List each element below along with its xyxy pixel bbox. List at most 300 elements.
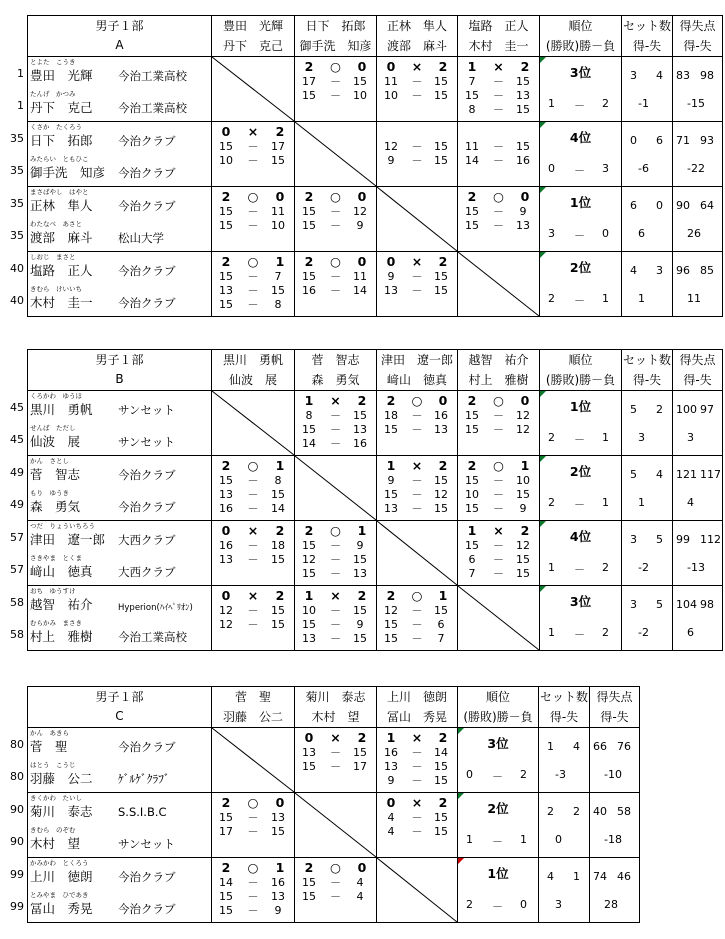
points-diff: -13: [687, 561, 705, 574]
score-dash: －: [411, 604, 423, 617]
game-score-opp: 15: [434, 604, 448, 617]
player-1: [30, 522, 230, 551]
match-mark: ×: [247, 124, 259, 139]
wins: 1: [466, 833, 473, 846]
losses: 1: [602, 292, 609, 305]
player-club: 今治クラブ: [118, 264, 176, 278]
points-cell: [673, 391, 723, 456]
points-diff: 11: [687, 292, 701, 305]
points-for: 74: [593, 870, 607, 883]
game-score-opp: 15: [271, 154, 285, 167]
points-diff: -22: [687, 162, 705, 175]
group-c-table: [10, 686, 640, 923]
score-dash: －: [247, 154, 259, 167]
points-diff: 28: [604, 898, 618, 911]
match-set-count: 1: [386, 730, 396, 745]
game-score-opp: 9: [519, 205, 527, 218]
rank-cell: [540, 187, 622, 252]
sets-lost: 5: [656, 598, 663, 611]
sets-won: 4: [630, 264, 637, 277]
match-summary: [377, 254, 457, 270]
game-score-own: 15: [302, 567, 316, 580]
sets-diff: -3: [555, 768, 566, 781]
match-mark: ○: [247, 795, 259, 810]
opponent-header-name-1: 菅 聖: [234, 690, 271, 704]
game-score-own: 15: [465, 89, 479, 102]
sets-diff: 1: [638, 496, 645, 509]
sets-header-line-2: 得-失: [549, 710, 579, 724]
match-mark: ×: [330, 588, 341, 603]
score-dash: －: [411, 284, 423, 297]
rank-header-line-1: 順位: [568, 353, 593, 367]
pair-cell: [10, 728, 212, 793]
game-score-own: 4: [387, 811, 395, 824]
game-score: [458, 205, 539, 219]
match-set-count: 0: [304, 730, 314, 745]
game-score: [295, 632, 376, 646]
score-dash: －: [330, 876, 341, 889]
seed-number: 45: [10, 433, 24, 446]
match-result-cell: [377, 586, 458, 651]
match-mark: ○: [411, 393, 423, 408]
game-score-opp: 14: [434, 746, 448, 759]
match-summary: [212, 254, 294, 270]
points-for: 71: [676, 134, 690, 147]
sets-won: 3: [630, 598, 637, 611]
match-mark: ○: [247, 860, 259, 875]
match-set-count: 0: [386, 254, 396, 269]
game-score: [295, 760, 376, 774]
sets-won: 5: [630, 468, 637, 481]
player-club: 大西クラブ: [118, 533, 176, 547]
match-result-cell: [212, 858, 295, 923]
player-name: 黒川 勇帆: [30, 402, 93, 417]
game-score-own: 6: [468, 553, 476, 566]
game-score-own: 15: [465, 205, 479, 218]
match-summary: [212, 189, 294, 205]
game-score-own: 9: [387, 774, 395, 787]
game-score-own: 11: [384, 75, 398, 88]
player-club: 今治クラブ: [118, 134, 176, 148]
score-dash: －: [493, 89, 504, 102]
score-dash: －: [247, 205, 259, 218]
score-dash: －: [411, 746, 423, 759]
pair-row: [28, 858, 640, 923]
score-dash: －: [247, 890, 259, 903]
match-set-count: 0: [386, 795, 396, 810]
score-dash: －: [330, 760, 341, 773]
diagonal-line: [295, 793, 376, 857]
pair-cell: [10, 586, 212, 651]
player-ruby: たんげ かつみ: [30, 90, 76, 98]
sets-won: 5: [630, 403, 637, 416]
losses: 0: [520, 898, 527, 911]
game-score-opp: 11: [353, 270, 367, 283]
player-club: ｹﾞﾙｹﾞｸﾗﾌﾞ: [118, 772, 170, 786]
points-against: 98: [700, 598, 714, 611]
game-score: [295, 89, 376, 103]
self-match-diagonal: [295, 122, 377, 187]
opponent-header-name-2: 村上 雅樹: [468, 373, 529, 387]
player-club: 今治クラブ: [118, 166, 176, 180]
match-result-cell: [212, 187, 295, 252]
game-score-own: 12: [384, 604, 398, 617]
game-score-opp: 15: [353, 604, 367, 617]
pair-row: [28, 57, 723, 122]
score-dash: －: [330, 618, 341, 631]
game-score: [295, 270, 376, 284]
game-score-own: 15: [302, 876, 316, 889]
rank-cell: [540, 456, 622, 521]
opponent-header-name-2: 木村 圭一: [468, 39, 529, 53]
game-score-opp: 16: [353, 437, 367, 450]
game-score-own: 12: [302, 553, 316, 566]
game-score: [458, 474, 539, 488]
sets-diff: -2: [638, 626, 649, 639]
match-summary: [458, 523, 539, 539]
match-mark: ×: [411, 458, 423, 473]
opponent-header-name-1: 日下 拓郎: [305, 19, 366, 33]
opponent-header: [295, 687, 377, 728]
player-ruby: くさか たくろう: [30, 123, 82, 131]
match-summary: [295, 393, 376, 409]
game-score-own: 15: [219, 474, 233, 487]
points-header: [673, 350, 723, 391]
player-name: 塩路 正人: [30, 263, 93, 278]
pair-cell: [10, 122, 212, 187]
game-score: [458, 553, 539, 567]
opponent-header-name-1: 菊川 泰志: [305, 690, 366, 704]
score-dash: －: [493, 75, 504, 88]
score-dash: －: [330, 553, 341, 566]
points-for: 66: [593, 740, 607, 753]
player-name: 丹下 克己: [30, 100, 93, 115]
sets-diff: 6: [638, 227, 645, 240]
game-score-opp: 15: [516, 140, 530, 153]
game-score-opp: 9: [356, 539, 364, 552]
game-score: [458, 488, 539, 502]
seed-number: 99: [10, 900, 24, 913]
game-score-own: 15: [219, 140, 233, 153]
rank-header: [540, 16, 622, 57]
match-set-count: 2: [467, 458, 477, 473]
sets-lost: 1: [573, 870, 580, 883]
rank-cell: [540, 521, 622, 586]
game-score: [458, 409, 539, 423]
opponent-header-name-2: 冨山 秀晃: [386, 710, 447, 724]
score-dash: －: [411, 140, 423, 153]
match-set-count: 2: [467, 393, 477, 408]
win-loss-dash: －: [574, 294, 585, 307]
game-score-opp: 15: [271, 553, 285, 566]
match-set-count: 2: [221, 795, 231, 810]
game-score-opp: 15: [434, 811, 448, 824]
match-set-count: 2: [275, 124, 285, 139]
score-dash: －: [330, 423, 341, 436]
match-result-cell: [295, 728, 377, 793]
header-row: [28, 687, 640, 728]
points-cell: [590, 793, 640, 858]
game-score: [377, 488, 457, 502]
seed-number: 49: [10, 466, 24, 479]
match-result-cell: [295, 187, 377, 252]
rank-header-line-2: (勝敗)勝－負: [545, 39, 616, 53]
match-summary: [295, 254, 376, 270]
match-summary: [458, 59, 539, 75]
sets-cell: [622, 456, 673, 521]
match-set-count: 2: [357, 393, 367, 408]
match-mark: ○: [330, 189, 341, 204]
game-score-own: 15: [302, 205, 316, 218]
sets-diff: -1: [638, 97, 649, 110]
rank-cell: [458, 728, 539, 793]
score-dash: －: [493, 154, 504, 167]
rank-cell: [458, 858, 539, 923]
score-dash: －: [247, 876, 259, 889]
match-set-count: 2: [275, 523, 285, 538]
player-ruby: かみかわ とくろう: [30, 859, 89, 867]
game-score-opp: 12: [516, 539, 530, 552]
opponent-header-name-1: 豊田 光輝: [222, 19, 283, 33]
game-score: [295, 423, 376, 437]
losses: 0: [602, 227, 609, 240]
pair-cell: [10, 456, 212, 521]
losses: 2: [602, 97, 609, 110]
game-score: [377, 89, 457, 103]
game-score: [212, 270, 294, 284]
seed-number: 1: [17, 67, 24, 80]
match-summary: [295, 189, 376, 205]
score-dash: －: [247, 140, 259, 153]
player-club: 今治工業高校: [118, 69, 187, 83]
points-against: 93: [700, 134, 714, 147]
score-dash: －: [330, 567, 341, 580]
player-name: 菊川 泰志: [30, 804, 93, 819]
game-score-opp: 13: [516, 89, 530, 102]
match-set-count: 2: [304, 254, 314, 269]
game-score-own: 10: [219, 154, 233, 167]
score-dash: －: [411, 760, 423, 773]
match-result-cell: [212, 586, 295, 651]
score-dash: －: [411, 270, 423, 283]
game-score-own: 15: [465, 219, 479, 232]
game-score-opp: 9: [356, 219, 364, 232]
match-mark: ×: [330, 393, 341, 408]
match-set-count: 0: [357, 860, 367, 875]
match-mark: ○: [493, 393, 504, 408]
win-loss-dash: －: [492, 770, 503, 783]
match-mark: ○: [493, 189, 504, 204]
player-2: [30, 761, 230, 790]
pair-cell: [10, 187, 212, 252]
match-mark: ○: [247, 254, 259, 269]
match-set-count: 0: [357, 254, 367, 269]
player-1: [30, 729, 230, 758]
points-against: 97: [700, 403, 714, 416]
seed-number: 80: [10, 738, 24, 751]
player-name: 木村 望: [30, 836, 81, 851]
game-score-own: 15: [302, 760, 316, 773]
score-dash: －: [330, 219, 341, 232]
game-score: [377, 632, 457, 646]
player-name: 羽藤 公二: [30, 771, 93, 786]
opponent-header-name-1: 塩路 正人: [468, 19, 529, 33]
game-score: [295, 539, 376, 553]
player-ruby: きむら けいいち: [30, 285, 82, 293]
player-ruby: きくかわ たいし: [30, 794, 82, 802]
score-dash: －: [330, 205, 341, 218]
game-score-own: 17: [219, 825, 233, 838]
game-score-own: 13: [384, 284, 398, 297]
match-set-count: 1: [438, 588, 448, 603]
points-against: 76: [617, 740, 631, 753]
sets-lost: 4: [656, 69, 663, 82]
points-for: 99: [676, 533, 690, 546]
score-dash: －: [411, 488, 423, 501]
score-dash: －: [493, 219, 504, 232]
pair-cell: [10, 521, 212, 586]
game-score-own: 8: [305, 409, 313, 422]
sets-header: [622, 350, 673, 391]
rank-value: 4位: [569, 529, 592, 544]
game-score: [212, 154, 294, 168]
sets-header-line-2: 得-失: [632, 373, 662, 387]
score-dash: －: [411, 409, 423, 422]
match-mark: ×: [493, 523, 504, 538]
game-score-own: 15: [302, 423, 316, 436]
win-loss-dash: －: [574, 628, 585, 641]
group-a-table: [10, 15, 723, 317]
match-summary: [295, 588, 376, 604]
match-result-cell: [295, 586, 377, 651]
game-score-own: 13: [219, 488, 233, 501]
game-score: [212, 539, 294, 553]
pair-cell: [10, 252, 212, 317]
score-dash: －: [411, 75, 423, 88]
score-dash: －: [411, 502, 423, 515]
group-title-cell: [28, 687, 212, 728]
game-score: [212, 298, 294, 312]
win-loss-dash: －: [574, 164, 585, 177]
win-loss-dash: －: [574, 563, 585, 576]
player-ruby: みたらい ともひこ: [30, 155, 89, 163]
rank-value: 2位: [569, 260, 592, 275]
score-dash: －: [493, 474, 504, 487]
game-score-own: 15: [302, 890, 316, 903]
score-dash: －: [493, 140, 504, 153]
score-dash: －: [411, 774, 423, 787]
game-score-opp: 12: [516, 423, 530, 436]
sets-won: 2: [547, 805, 554, 818]
match-mark: ×: [411, 730, 423, 745]
points-header-line-2: 得-失: [600, 710, 629, 724]
match-set-count: 2: [304, 189, 314, 204]
points-for: 121: [676, 468, 697, 481]
player-ruby: まさばやし はやと: [30, 188, 89, 196]
match-result-cell: [377, 252, 458, 317]
seed-number: 1: [17, 99, 24, 112]
match-set-count: 2: [438, 458, 448, 473]
opponent-header-name-2: 羽藤 公二: [222, 710, 283, 724]
game-score: [212, 604, 294, 618]
pair-row: [28, 187, 723, 252]
game-score-own: 10: [384, 89, 398, 102]
wins: 2: [466, 898, 473, 911]
player-ruby: むらかみ まさき: [30, 619, 82, 627]
wins: 2: [548, 431, 555, 444]
game-score-own: 13: [219, 284, 233, 297]
game-score-opp: 15: [271, 488, 285, 501]
sets-diff: -2: [638, 561, 649, 574]
points-for: 83: [676, 69, 690, 82]
match-set-count: 2: [438, 59, 448, 74]
game-score: [295, 567, 376, 581]
win-loss-dash: －: [574, 433, 585, 446]
diagonal-line: [377, 521, 457, 585]
game-score: [458, 423, 539, 437]
game-score-opp: 15: [434, 474, 448, 487]
player-club: 今治クラブ: [118, 468, 176, 482]
score-dash: －: [411, 618, 423, 631]
score-dash: －: [247, 539, 259, 552]
game-score: [377, 760, 457, 774]
score-dash: －: [247, 502, 259, 515]
match-set-count: 2: [221, 458, 231, 473]
self-match-diagonal: [458, 586, 540, 651]
player-1: [30, 253, 230, 282]
seed-number: 90: [10, 803, 24, 816]
game-score-own: 15: [219, 890, 233, 903]
points-cell: [673, 521, 723, 586]
game-score-own: 15: [384, 423, 398, 436]
game-score-own: 15: [465, 474, 479, 487]
player-name: 越智 祐介: [30, 597, 93, 612]
game-score-opp: 12: [353, 205, 367, 218]
player-1: [30, 58, 230, 87]
sets-won: 0: [630, 134, 637, 147]
score-dash: －: [493, 423, 504, 436]
rank-header-line-1: 順位: [568, 19, 593, 33]
sets-cell: [622, 391, 673, 456]
game-score-own: 9: [387, 474, 395, 487]
opponent-header: [458, 350, 540, 391]
game-score-opp: 13: [271, 811, 285, 824]
score-dash: －: [247, 474, 259, 487]
match-set-count: 1: [304, 588, 314, 603]
rank-value: 4位: [569, 130, 592, 145]
group-letter: A: [115, 38, 124, 52]
game-score: [458, 219, 539, 233]
player-2: [30, 220, 230, 249]
player-ruby: おち ゆうすけ: [30, 587, 76, 595]
game-score: [377, 825, 457, 839]
player-1: [30, 794, 230, 823]
win-loss-dash: －: [574, 99, 585, 112]
points-header: [590, 687, 640, 728]
seed-number: 35: [10, 197, 24, 210]
player-name: 日下 拓郎: [30, 133, 93, 148]
win-loss-dash: －: [574, 498, 585, 511]
match-summary: [377, 59, 457, 75]
sets-cell: [622, 57, 673, 122]
win-loss-dash: －: [574, 229, 585, 242]
sets-lost: 4: [656, 468, 663, 481]
sets-diff: 0: [555, 833, 562, 846]
wins: 2: [548, 496, 555, 509]
match-result-cell: [458, 57, 540, 122]
game-score-opp: 15: [271, 825, 285, 838]
sets-diff: -6: [638, 162, 649, 175]
